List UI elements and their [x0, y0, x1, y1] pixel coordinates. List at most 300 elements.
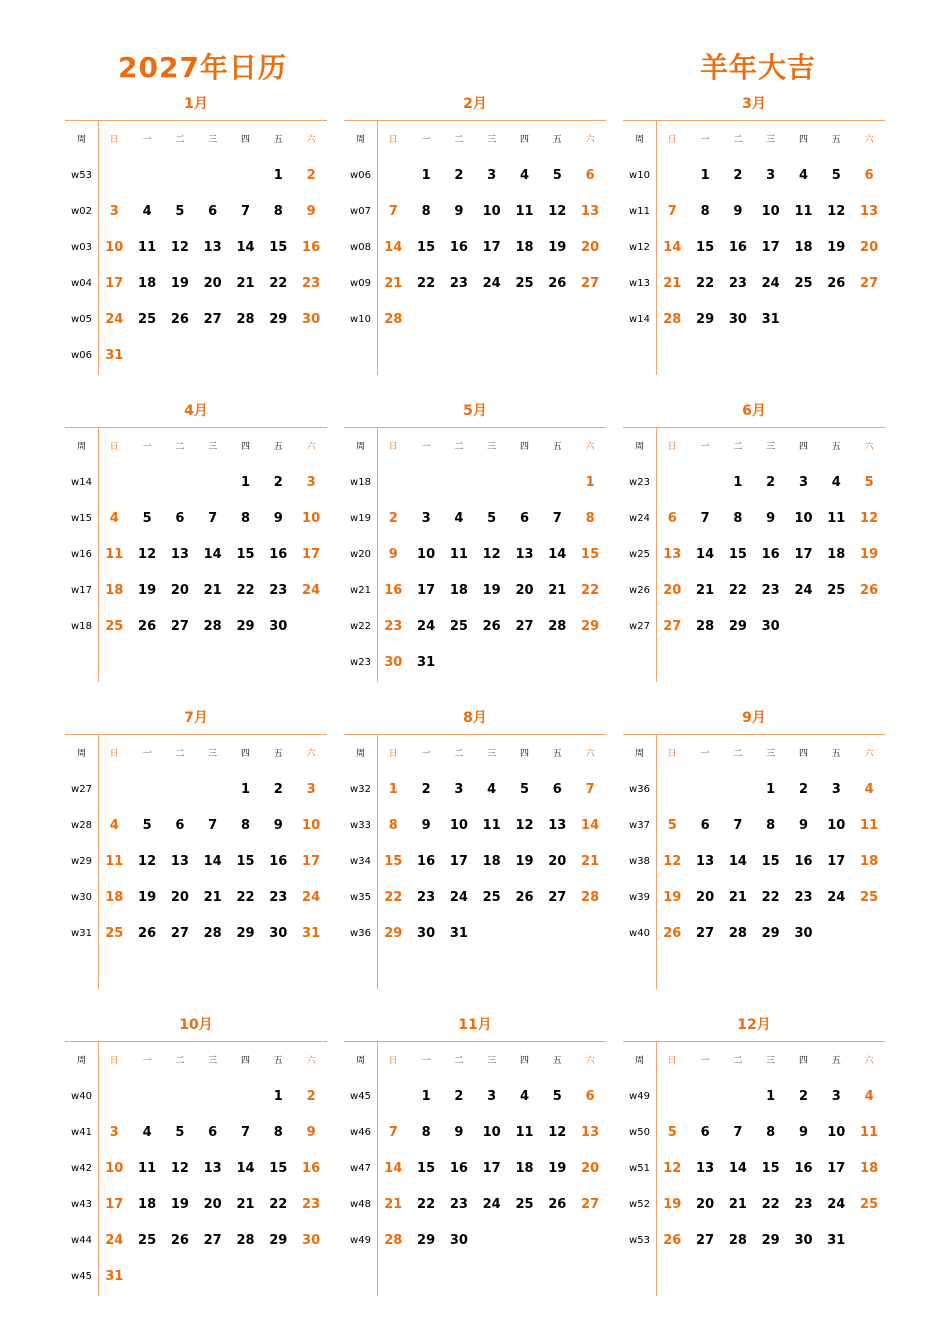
day-cell[interactable]: 3 [766, 168, 776, 183]
day-cell[interactable]: 28 [203, 926, 222, 941]
day-cell[interactable]: 27 [581, 1197, 600, 1212]
day-cell[interactable]: 25 [105, 926, 124, 941]
day-cell[interactable]: 31 [105, 1269, 124, 1284]
day-cell[interactable]: 5 [864, 475, 874, 490]
day-cell[interactable]: 28 [728, 1233, 747, 1248]
day-cell[interactable]: 1 [733, 475, 743, 490]
day-cell[interactable]: 3 [487, 168, 497, 183]
day-cell[interactable]: 31 [302, 926, 321, 941]
day-cell[interactable]: 20 [696, 890, 715, 905]
day-cell[interactable]: 16 [794, 854, 813, 869]
day-cell[interactable]: 2 [454, 1089, 464, 1104]
day-cell[interactable]: 3 [306, 475, 316, 490]
day-cell[interactable]: 22 [417, 276, 436, 291]
day-cell[interactable]: 24 [794, 583, 813, 598]
day-cell[interactable]: 10 [794, 511, 813, 526]
day-cell[interactable]: 16 [384, 583, 403, 598]
day-cell[interactable]: 25 [105, 619, 124, 634]
day-cell[interactable]: 26 [138, 926, 157, 941]
day-cell[interactable]: 8 [240, 511, 251, 526]
day-cell[interactable]: 26 [138, 619, 157, 634]
day-cell[interactable]: 10 [302, 511, 321, 526]
day-cell[interactable]: 12 [482, 547, 501, 562]
day-cell[interactable]: 24 [302, 583, 321, 598]
day-cell[interactable]: 30 [794, 1233, 813, 1248]
day-cell[interactable]: 1 [766, 1089, 776, 1104]
day-cell[interactable]: 13 [515, 547, 534, 562]
day-cell[interactable]: 25 [138, 1233, 157, 1248]
day-cell[interactable]: 4 [142, 1125, 152, 1140]
day-cell[interactable]: 2 [388, 511, 398, 526]
day-cell[interactable]: 16 [728, 240, 747, 255]
day-cell[interactable]: 11 [860, 818, 879, 833]
day-cell[interactable]: 10 [827, 818, 846, 833]
day-cell[interactable]: 6 [175, 511, 185, 526]
day-cell[interactable]: 24 [417, 619, 436, 634]
day-cell[interactable]: 21 [728, 890, 747, 905]
day-cell[interactable]: 29 [761, 926, 780, 941]
day-cell[interactable]: 27 [696, 926, 715, 941]
day-cell[interactable]: 9 [454, 204, 464, 219]
day-cell[interactable]: 14 [728, 1161, 747, 1176]
day-cell[interactable]: 17 [417, 583, 436, 598]
day-cell[interactable]: 30 [728, 312, 747, 327]
day-cell[interactable]: 11 [105, 854, 124, 869]
day-cell[interactable]: 18 [860, 854, 879, 869]
day-cell[interactable]: 19 [170, 1197, 189, 1212]
day-cell[interactable]: 17 [302, 854, 321, 869]
day-cell[interactable]: 29 [269, 1233, 288, 1248]
day-cell[interactable]: 22 [761, 890, 780, 905]
day-cell[interactable]: 23 [449, 276, 468, 291]
day-cell[interactable]: 17 [827, 854, 846, 869]
day-cell[interactable]: 30 [269, 926, 288, 941]
day-cell[interactable]: 3 [798, 475, 809, 490]
day-cell[interactable]: 11 [515, 1125, 534, 1140]
day-cell[interactable]: 26 [663, 926, 682, 941]
day-cell[interactable]: 6 [208, 1125, 218, 1140]
day-cell[interactable]: 19 [515, 854, 534, 869]
day-cell[interactable]: 29 [417, 1233, 436, 1248]
day-cell[interactable]: 29 [761, 1233, 780, 1248]
day-cell[interactable]: 3 [454, 782, 464, 797]
day-cell[interactable]: 9 [273, 511, 283, 526]
day-cell[interactable]: 24 [105, 1233, 124, 1248]
day-cell[interactable]: 20 [203, 1197, 222, 1212]
day-cell[interactable]: 11 [827, 511, 846, 526]
day-cell[interactable]: 20 [581, 240, 600, 255]
day-cell[interactable]: 2 [798, 1089, 809, 1104]
day-cell[interactable]: 20 [581, 1161, 600, 1176]
day-cell[interactable]: 13 [696, 854, 715, 869]
day-cell[interactable]: 13 [170, 854, 189, 869]
day-cell[interactable]: 17 [482, 240, 501, 255]
day-cell[interactable]: 6 [585, 1089, 595, 1104]
day-cell[interactable]: 23 [761, 583, 780, 598]
day-cell[interactable]: 23 [302, 1197, 321, 1212]
day-cell[interactable]: 19 [548, 240, 567, 255]
day-cell[interactable]: 24 [827, 890, 846, 905]
day-cell[interactable]: 7 [552, 511, 562, 526]
day-cell[interactable]: 2 [798, 782, 809, 797]
day-cell[interactable]: 2 [273, 782, 283, 797]
day-cell[interactable]: 24 [105, 312, 124, 327]
day-cell[interactable]: 16 [449, 1161, 468, 1176]
day-cell[interactable]: 15 [236, 854, 255, 869]
day-cell[interactable]: 10 [827, 1125, 846, 1140]
day-cell[interactable]: 20 [170, 890, 189, 905]
day-cell[interactable]: 11 [105, 547, 124, 562]
day-cell[interactable]: 28 [384, 312, 403, 327]
day-cell[interactable]: 22 [236, 583, 255, 598]
day-cell[interactable]: 19 [138, 583, 157, 598]
day-cell[interactable]: 19 [827, 240, 846, 255]
day-cell[interactable]: 3 [831, 782, 841, 797]
day-cell[interactable]: 13 [170, 547, 189, 562]
day-cell[interactable]: 30 [302, 312, 321, 327]
day-cell[interactable]: 8 [766, 1125, 776, 1140]
day-cell[interactable]: 7 [733, 1125, 743, 1140]
day-cell[interactable]: 4 [831, 475, 841, 490]
day-cell[interactable]: 15 [417, 240, 436, 255]
day-cell[interactable]: 19 [170, 276, 189, 291]
day-cell[interactable]: 17 [302, 547, 321, 562]
day-cell[interactable]: 21 [203, 890, 222, 905]
day-cell[interactable]: 30 [302, 1233, 321, 1248]
day-cell[interactable]: 14 [384, 240, 403, 255]
day-cell[interactable]: 8 [240, 818, 251, 833]
day-cell[interactable]: 16 [794, 1161, 813, 1176]
day-cell[interactable]: 29 [236, 926, 255, 941]
day-cell[interactable]: 13 [581, 1125, 600, 1140]
day-cell[interactable]: 28 [203, 619, 222, 634]
day-cell[interactable]: 3 [421, 511, 431, 526]
day-cell[interactable]: 23 [794, 890, 813, 905]
day-cell[interactable]: 20 [515, 583, 534, 598]
day-cell[interactable]: 21 [384, 276, 403, 291]
day-cell[interactable]: 16 [269, 854, 288, 869]
day-cell[interactable]: 9 [454, 1125, 464, 1140]
day-cell[interactable]: 29 [269, 312, 288, 327]
day-cell[interactable]: 9 [306, 204, 316, 219]
day-cell[interactable]: 8 [585, 511, 595, 526]
day-cell[interactable]: 12 [515, 818, 534, 833]
day-cell[interactable]: 16 [449, 240, 468, 255]
day-cell[interactable]: 16 [302, 1161, 321, 1176]
day-cell[interactable]: 1 [585, 475, 595, 490]
day-cell[interactable]: 25 [794, 276, 813, 291]
day-cell[interactable]: 2 [733, 168, 743, 183]
day-cell[interactable]: 7 [388, 1125, 398, 1140]
day-cell[interactable]: 14 [548, 547, 567, 562]
day-cell[interactable]: 5 [175, 204, 185, 219]
day-cell[interactable]: 5 [667, 818, 677, 833]
day-cell[interactable]: 24 [482, 1197, 501, 1212]
day-cell[interactable]: 5 [487, 511, 497, 526]
day-cell[interactable]: 5 [831, 168, 841, 183]
day-cell[interactable]: 22 [581, 583, 600, 598]
day-cell[interactable]: 15 [581, 547, 600, 562]
day-cell[interactable]: 25 [515, 276, 534, 291]
day-cell[interactable]: 4 [109, 818, 119, 833]
day-cell[interactable]: 22 [417, 1197, 436, 1212]
day-cell[interactable]: 23 [269, 890, 288, 905]
day-cell[interactable]: 12 [548, 1125, 567, 1140]
day-cell[interactable]: 26 [482, 619, 501, 634]
day-cell[interactable]: 30 [384, 655, 403, 670]
day-cell[interactable]: 24 [827, 1197, 846, 1212]
day-cell[interactable]: 15 [728, 547, 747, 562]
day-cell[interactable]: 23 [728, 276, 747, 291]
day-cell[interactable]: 8 [388, 818, 398, 833]
day-cell[interactable]: 3 [831, 1089, 841, 1104]
day-cell[interactable]: 26 [827, 276, 846, 291]
day-cell[interactable]: 24 [482, 276, 501, 291]
day-cell[interactable]: 14 [728, 854, 747, 869]
day-cell[interactable]: 25 [482, 890, 501, 905]
day-cell[interactable]: 5 [142, 818, 152, 833]
day-cell[interactable]: 12 [548, 204, 567, 219]
day-cell[interactable]: 30 [761, 619, 780, 634]
day-cell[interactable]: 27 [203, 1233, 222, 1248]
day-cell[interactable]: 28 [236, 312, 255, 327]
day-cell[interactable]: 14 [236, 1161, 255, 1176]
day-cell[interactable]: 29 [581, 619, 600, 634]
day-cell[interactable]: 4 [864, 1089, 874, 1104]
day-cell[interactable]: 22 [269, 276, 288, 291]
day-cell[interactable]: 13 [860, 204, 879, 219]
day-cell[interactable]: 30 [417, 926, 436, 941]
day-cell[interactable]: 9 [388, 547, 398, 562]
day-cell[interactable]: 15 [761, 1161, 780, 1176]
day-cell[interactable]: 8 [421, 204, 431, 219]
day-cell[interactable]: 9 [798, 1125, 809, 1140]
day-cell[interactable]: 21 [696, 583, 715, 598]
day-cell[interactable]: 16 [302, 240, 321, 255]
day-cell[interactable]: 8 [273, 204, 283, 219]
day-cell[interactable]: 25 [138, 312, 157, 327]
day-cell[interactable]: 29 [384, 926, 403, 941]
day-cell[interactable]: 21 [728, 1197, 747, 1212]
day-cell[interactable]: 10 [417, 547, 436, 562]
day-cell[interactable]: 18 [515, 240, 534, 255]
day-cell[interactable]: 3 [487, 1089, 497, 1104]
day-cell[interactable]: 28 [236, 1233, 255, 1248]
day-cell[interactable]: 20 [170, 583, 189, 598]
day-cell[interactable]: 2 [273, 475, 283, 490]
day-cell[interactable]: 9 [798, 818, 809, 833]
day-cell[interactable]: 26 [170, 1233, 189, 1248]
day-cell[interactable]: 14 [696, 547, 715, 562]
day-cell[interactable]: 3 [109, 204, 119, 219]
day-cell[interactable]: 27 [515, 619, 534, 634]
day-cell[interactable]: 9 [421, 818, 431, 833]
day-cell[interactable]: 22 [236, 890, 255, 905]
day-cell[interactable]: 13 [663, 547, 682, 562]
day-cell[interactable]: 15 [236, 547, 255, 562]
day-cell[interactable]: 26 [548, 276, 567, 291]
day-cell[interactable]: 20 [548, 854, 567, 869]
day-cell[interactable]: 19 [663, 1197, 682, 1212]
day-cell[interactable]: 20 [203, 276, 222, 291]
day-cell[interactable]: 18 [449, 583, 468, 598]
day-cell[interactable]: 27 [203, 312, 222, 327]
day-cell[interactable]: 22 [384, 890, 403, 905]
day-cell[interactable]: 12 [138, 547, 157, 562]
day-cell[interactable]: 27 [170, 926, 189, 941]
day-cell[interactable]: 24 [302, 890, 321, 905]
day-cell[interactable]: 20 [696, 1197, 715, 1212]
day-cell[interactable]: 27 [548, 890, 567, 905]
day-cell[interactable]: 22 [761, 1197, 780, 1212]
day-cell[interactable]: 1 [421, 1089, 431, 1104]
day-cell[interactable]: 17 [105, 1197, 124, 1212]
day-cell[interactable]: 27 [696, 1233, 715, 1248]
day-cell[interactable]: 30 [794, 926, 813, 941]
day-cell[interactable]: 14 [663, 240, 682, 255]
day-cell[interactable]: 28 [581, 890, 600, 905]
day-cell[interactable]: 4 [487, 782, 497, 797]
day-cell[interactable]: 21 [663, 276, 682, 291]
day-cell[interactable]: 26 [548, 1197, 567, 1212]
day-cell[interactable]: 21 [203, 583, 222, 598]
day-cell[interactable]: 30 [269, 619, 288, 634]
day-cell[interactable]: 11 [138, 1161, 157, 1176]
day-cell[interactable]: 5 [175, 1125, 185, 1140]
day-cell[interactable]: 25 [860, 1197, 879, 1212]
day-cell[interactable]: 28 [548, 619, 567, 634]
day-cell[interactable]: 12 [827, 204, 846, 219]
day-cell[interactable]: 2 [306, 168, 316, 183]
day-cell[interactable]: 16 [417, 854, 436, 869]
day-cell[interactable]: 7 [208, 511, 218, 526]
day-cell[interactable]: 13 [548, 818, 567, 833]
day-cell[interactable]: 6 [175, 818, 185, 833]
day-cell[interactable]: 14 [236, 240, 255, 255]
day-cell[interactable]: 10 [482, 1125, 501, 1140]
day-cell[interactable]: 15 [696, 240, 715, 255]
day-cell[interactable]: 10 [761, 204, 780, 219]
day-cell[interactable]: 16 [761, 547, 780, 562]
day-cell[interactable]: 2 [454, 168, 464, 183]
day-cell[interactable]: 23 [417, 890, 436, 905]
day-cell[interactable]: 6 [700, 818, 710, 833]
day-cell[interactable]: 2 [766, 475, 776, 490]
day-cell[interactable]: 16 [269, 547, 288, 562]
day-cell[interactable]: 26 [663, 1233, 682, 1248]
day-cell[interactable]: 17 [827, 1161, 846, 1176]
day-cell[interactable]: 11 [482, 818, 501, 833]
day-cell[interactable]: 7 [733, 818, 743, 833]
day-cell[interactable]: 29 [696, 312, 715, 327]
day-cell[interactable]: 23 [794, 1197, 813, 1212]
day-cell[interactable]: 17 [761, 240, 780, 255]
day-cell[interactable]: 28 [728, 926, 747, 941]
day-cell[interactable]: 1 [388, 782, 398, 797]
day-cell[interactable]: 4 [109, 511, 119, 526]
day-cell[interactable]: 18 [515, 1161, 534, 1176]
day-cell[interactable]: 31 [105, 348, 124, 363]
day-cell[interactable]: 18 [105, 890, 124, 905]
day-cell[interactable]: 8 [733, 511, 743, 526]
day-cell[interactable]: 28 [696, 619, 715, 634]
day-cell[interactable]: 18 [138, 1197, 157, 1212]
day-cell[interactable]: 18 [138, 276, 157, 291]
day-cell[interactable]: 2 [421, 782, 431, 797]
day-cell[interactable]: 7 [208, 818, 218, 833]
day-cell[interactable]: 5 [552, 1089, 562, 1104]
day-cell[interactable]: 15 [384, 854, 403, 869]
day-cell[interactable]: 18 [482, 854, 501, 869]
day-cell[interactable]: 31 [417, 655, 436, 670]
day-cell[interactable]: 21 [236, 1197, 255, 1212]
day-cell[interactable]: 10 [105, 1161, 124, 1176]
day-cell[interactable]: 9 [273, 818, 283, 833]
day-cell[interactable]: 7 [240, 204, 251, 219]
day-cell[interactable]: 12 [860, 511, 879, 526]
day-cell[interactable]: 1 [700, 168, 710, 183]
day-cell[interactable]: 6 [552, 782, 562, 797]
day-cell[interactable]: 23 [269, 583, 288, 598]
day-cell[interactable]: 29 [728, 619, 747, 634]
day-cell[interactable]: 7 [700, 511, 710, 526]
day-cell[interactable]: 7 [388, 204, 398, 219]
day-cell[interactable]: 19 [860, 547, 879, 562]
day-cell[interactable]: 17 [794, 547, 813, 562]
day-cell[interactable]: 1 [766, 782, 776, 797]
day-cell[interactable]: 25 [827, 583, 846, 598]
day-cell[interactable]: 13 [203, 240, 222, 255]
day-cell[interactable]: 25 [515, 1197, 534, 1212]
day-cell[interactable]: 4 [454, 511, 464, 526]
day-cell[interactable]: 11 [138, 240, 157, 255]
day-cell[interactable]: 18 [794, 240, 813, 255]
day-cell[interactable]: 22 [728, 583, 747, 598]
day-cell[interactable]: 6 [667, 511, 677, 526]
day-cell[interactable]: 13 [203, 1161, 222, 1176]
day-cell[interactable]: 15 [269, 240, 288, 255]
day-cell[interactable]: 12 [138, 854, 157, 869]
day-cell[interactable]: 30 [449, 1233, 468, 1248]
day-cell[interactable]: 18 [860, 1161, 879, 1176]
day-cell[interactable]: 28 [384, 1233, 403, 1248]
day-cell[interactable]: 6 [864, 168, 874, 183]
day-cell[interactable]: 10 [105, 240, 124, 255]
day-cell[interactable]: 14 [384, 1161, 403, 1176]
day-cell[interactable]: 1 [273, 168, 283, 183]
day-cell[interactable]: 19 [548, 1161, 567, 1176]
day-cell[interactable]: 12 [170, 240, 189, 255]
day-cell[interactable]: 17 [482, 1161, 501, 1176]
day-cell[interactable]: 6 [208, 204, 218, 219]
day-cell[interactable]: 5 [519, 782, 530, 797]
day-cell[interactable]: 7 [585, 782, 595, 797]
day-cell[interactable]: 1 [240, 782, 251, 797]
day-cell[interactable]: 8 [273, 1125, 283, 1140]
day-cell[interactable]: 12 [663, 1161, 682, 1176]
day-cell[interactable]: 29 [236, 619, 255, 634]
day-cell[interactable]: 23 [302, 276, 321, 291]
day-cell[interactable]: 15 [417, 1161, 436, 1176]
day-cell[interactable]: 3 [306, 782, 316, 797]
day-cell[interactable]: 20 [860, 240, 879, 255]
day-cell[interactable]: 11 [449, 547, 468, 562]
day-cell[interactable]: 28 [663, 312, 682, 327]
day-cell[interactable]: 27 [860, 276, 879, 291]
day-cell[interactable]: 8 [421, 1125, 431, 1140]
day-cell[interactable]: 10 [482, 204, 501, 219]
day-cell[interactable]: 12 [170, 1161, 189, 1176]
